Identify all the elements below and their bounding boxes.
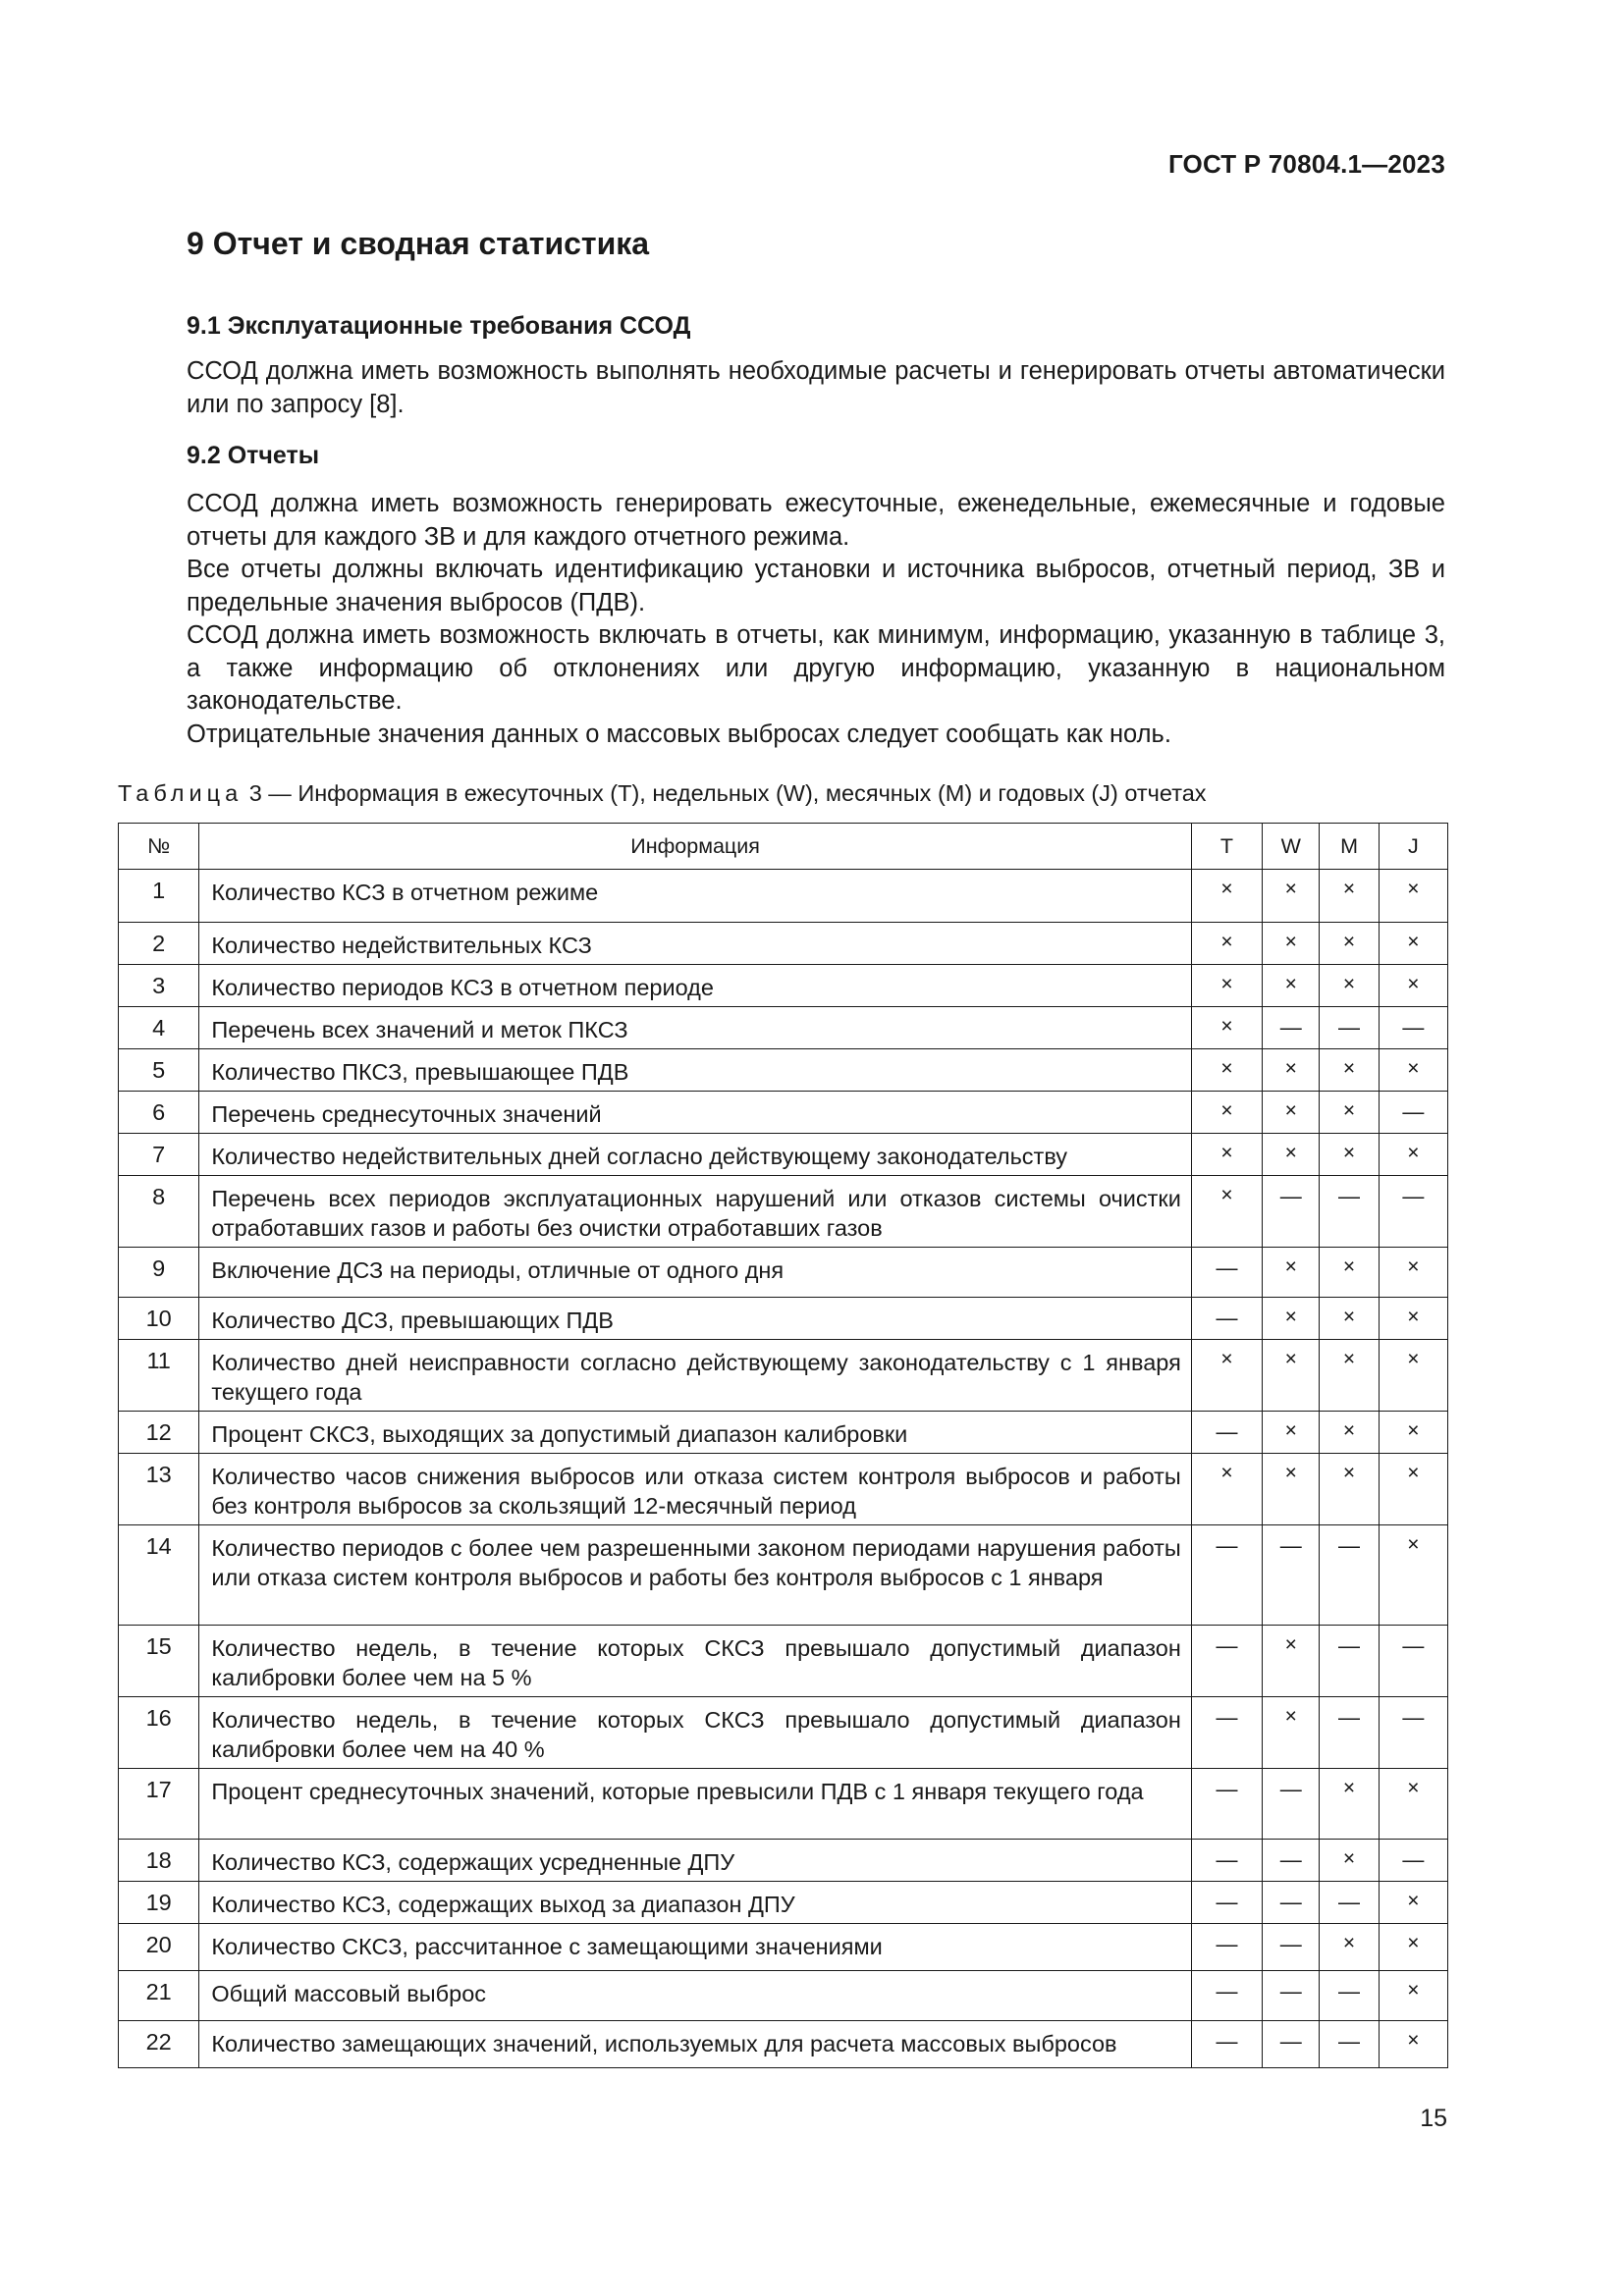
- paragraph-9-2-3: ССОД должна иметь возможность включать в отчеты, как минимум, информацию, указанную в таблице 3, а также информацию об отклонениях или другую информацию, указанную в национальном законодательстве.: [187, 621, 1445, 715]
- page-number: 15: [1420, 2105, 1447, 2132]
- row-mark-m: ×: [1320, 1340, 1379, 1412]
- row-mark-j: ×: [1379, 1971, 1447, 2021]
- row-number: 14: [119, 1525, 199, 1626]
- row-info: Перечень всех значений и меток ПКСЗ: [199, 1007, 1191, 1049]
- row-number: 3: [119, 965, 199, 1007]
- row-mark-t: ×: [1191, 1454, 1262, 1525]
- subsection-title-9-2: 9.2 Отчеты: [187, 442, 320, 469]
- row-mark-w: ×: [1263, 1454, 1320, 1525]
- table-caption-text: 3 — Информация в ежесуточных (T), недельных (W), месячных (M) и годовых (J) отчетах: [248, 780, 1207, 806]
- row-mark-m: —: [1320, 1007, 1379, 1049]
- table-row: [119, 1049, 1448, 1092]
- table-row: [119, 1412, 1448, 1454]
- table-row: [119, 1882, 1448, 1924]
- row-info: Количество ПКСЗ, превышающее ПДВ: [199, 1049, 1191, 1092]
- row-mark-w: ×: [1263, 965, 1320, 1007]
- row-mark-m: ×: [1320, 1840, 1379, 1882]
- row-mark-w: —: [1263, 1971, 1320, 2021]
- table-row: [119, 1840, 1448, 1882]
- row-mark-t: ×: [1191, 1134, 1262, 1176]
- row-mark-t: ×: [1191, 1049, 1262, 1092]
- document-code: ГОСТ Р 70804.1—2023: [1167, 149, 1445, 179]
- row-mark-t: ×: [1191, 923, 1262, 965]
- table-row: [119, 1454, 1448, 1525]
- table-row: [119, 870, 1448, 923]
- row-mark-w: —: [1263, 1924, 1320, 1971]
- row-number: 1: [119, 870, 199, 923]
- table-row: [119, 1092, 1448, 1134]
- row-mark-m: ×: [1320, 1134, 1379, 1176]
- row-mark-j: ×: [1379, 1412, 1447, 1454]
- row-mark-j: —: [1379, 1626, 1447, 1697]
- row-mark-t: —: [1191, 1248, 1262, 1298]
- row-mark-j: ×: [1379, 1248, 1447, 1298]
- row-mark-j: ×: [1379, 1134, 1447, 1176]
- row-mark-t: —: [1191, 1882, 1262, 1924]
- row-mark-t: —: [1191, 1924, 1262, 1971]
- row-mark-j: ×: [1379, 1769, 1447, 1840]
- table-row: [119, 1176, 1448, 1248]
- header-m: M: [1320, 824, 1379, 870]
- row-mark-w: —: [1263, 1840, 1320, 1882]
- row-mark-m: ×: [1320, 1412, 1379, 1454]
- row-mark-j: ×: [1379, 1298, 1447, 1340]
- row-mark-m: ×: [1320, 1298, 1379, 1340]
- row-number: 12: [119, 1412, 199, 1454]
- row-info: Количество дней неисправности согласно действующему законодательству с 1 января текущего года: [199, 1340, 1191, 1412]
- row-mark-m: ×: [1320, 1924, 1379, 1971]
- row-mark-t: —: [1191, 1298, 1262, 1340]
- table-row: [119, 1626, 1448, 1697]
- row-mark-w: —: [1263, 1882, 1320, 1924]
- row-info: Количество недействительных КСЗ: [199, 923, 1191, 965]
- info-table: [118, 823, 1448, 2068]
- table-row: [119, 1248, 1448, 1298]
- row-mark-j: ×: [1379, 1525, 1447, 1626]
- row-mark-m: ×: [1320, 870, 1379, 923]
- row-info: Количество периодов КСЗ в отчетном периоде: [199, 965, 1191, 1007]
- table-row: [119, 1971, 1448, 2021]
- row-mark-m: ×: [1320, 1092, 1379, 1134]
- paragraph-9-2-2: Все отчеты должны включать идентификацию установки и источника выбросов, отчетный период, ЗВ и предельные значения выбросов (ПДВ).: [187, 556, 1445, 616]
- row-mark-j: ×: [1379, 2021, 1447, 2068]
- row-mark-j: ×: [1379, 1454, 1447, 1525]
- row-mark-w: —: [1263, 2021, 1320, 2068]
- paragraph-9-1: [187, 355, 1445, 421]
- row-mark-m: —: [1320, 1697, 1379, 1769]
- row-info: Количество КСЗ в отчетном режиме: [199, 870, 1191, 923]
- table-row: [119, 965, 1448, 1007]
- row-info: Количество недель, в течение которых СКСЗ превышало допустимый диапазон калибровки более чем на 40 %: [199, 1697, 1191, 1769]
- row-number: 10: [119, 1298, 199, 1340]
- row-number: 20: [119, 1924, 199, 1971]
- row-mark-j: ×: [1379, 1049, 1447, 1092]
- row-mark-w: ×: [1263, 1248, 1320, 1298]
- row-mark-t: ×: [1191, 1092, 1262, 1134]
- paragraph-9-2-1: ССОД должна иметь возможность генерировать ежесуточные, еженедельные, ежемесячные и годовые отчеты для каждого ЗВ и для каждого отчетного режима.: [187, 490, 1445, 551]
- row-mark-t: —: [1191, 1412, 1262, 1454]
- row-mark-w: ×: [1263, 1340, 1320, 1412]
- row-info: Процент СКСЗ, выходящих за допустимый диапазон калибровки: [199, 1412, 1191, 1454]
- row-info: Перечень среднесуточных значений: [199, 1092, 1191, 1134]
- row-info: Процент среднесуточных значений, которые превысили ПДВ с 1 января текущего года: [199, 1769, 1191, 1840]
- section-title: 9 Отчет и сводная статистика: [187, 226, 650, 261]
- row-mark-w: ×: [1263, 1092, 1320, 1134]
- row-info: Общий массовый выброс: [199, 1971, 1191, 2021]
- row-mark-m: —: [1320, 1971, 1379, 2021]
- table-row: [119, 1007, 1448, 1049]
- row-mark-w: —: [1263, 1525, 1320, 1626]
- paragraph-9-2-4: Отрицательные значения данных о массовых выбросах следует сообщать как ноль.: [187, 721, 1171, 748]
- row-number: 18: [119, 1840, 199, 1882]
- row-number: 8: [119, 1176, 199, 1248]
- row-info: Количество КСЗ, содержащих усредненные ДПУ: [199, 1840, 1191, 1882]
- row-mark-w: —: [1263, 1176, 1320, 1248]
- row-mark-w: ×: [1263, 1626, 1320, 1697]
- table-caption: [118, 780, 1207, 807]
- header-info: Информация: [199, 824, 1191, 870]
- header-w: W: [1263, 824, 1320, 870]
- row-mark-j: —: [1379, 1840, 1447, 1882]
- row-mark-t: —: [1191, 1697, 1262, 1769]
- row-info: Количество замещающих значений, используемых для расчета массовых выбросов: [199, 2021, 1191, 2068]
- row-mark-t: ×: [1191, 965, 1262, 1007]
- row-number: 19: [119, 1882, 199, 1924]
- row-mark-j: ×: [1379, 965, 1447, 1007]
- table-row: [119, 1769, 1448, 1840]
- table-row: [119, 1298, 1448, 1340]
- header-num: №: [119, 824, 199, 870]
- table-row: [119, 1134, 1448, 1176]
- row-info: Перечень всех периодов эксплуатационных нарушений или отказов системы очистки отработавших газов и работы без очистки отработавших газов: [199, 1176, 1191, 1248]
- row-mark-m: ×: [1320, 1248, 1379, 1298]
- header-j: J: [1379, 824, 1447, 870]
- row-info: Количество часов снижения выбросов или отказа систем контроля выбросов и работы без контроля выбросов за скользящий 12-месячный период: [199, 1454, 1191, 1525]
- row-number: 6: [119, 1092, 199, 1134]
- table-row: [119, 1525, 1448, 1626]
- row-number: 9: [119, 1248, 199, 1298]
- row-mark-j: ×: [1379, 1924, 1447, 1971]
- row-mark-j: —: [1379, 1697, 1447, 1769]
- row-mark-m: ×: [1320, 965, 1379, 1007]
- row-info: Количество ДСЗ, превышающих ПДВ: [199, 1298, 1191, 1340]
- row-number: 16: [119, 1697, 199, 1769]
- row-info: Количество СКСЗ, рассчитанное с замещающими значениями: [199, 1924, 1191, 1971]
- row-mark-m: —: [1320, 1626, 1379, 1697]
- row-mark-m: —: [1320, 1525, 1379, 1626]
- row-mark-t: —: [1191, 1626, 1262, 1697]
- header-t: T: [1191, 824, 1262, 870]
- row-number: 13: [119, 1454, 199, 1525]
- table-row: [119, 2021, 1448, 2068]
- row-mark-m: ×: [1320, 1454, 1379, 1525]
- row-mark-t: —: [1191, 1525, 1262, 1626]
- row-mark-j: ×: [1379, 1340, 1447, 1412]
- row-mark-j: ×: [1379, 870, 1447, 923]
- row-mark-j: ×: [1379, 1882, 1447, 1924]
- row-mark-w: —: [1263, 1769, 1320, 1840]
- table-row: [119, 1340, 1448, 1412]
- row-info: Количество недель, в течение которых СКСЗ превышало допустимый диапазон калибровки более чем на 5 %: [199, 1626, 1191, 1697]
- row-mark-j: ×: [1379, 923, 1447, 965]
- table-row: [119, 1924, 1448, 1971]
- row-mark-t: ×: [1191, 870, 1262, 923]
- row-mark-m: —: [1320, 1176, 1379, 1248]
- table-row: [119, 923, 1448, 965]
- row-mark-w: ×: [1263, 1412, 1320, 1454]
- row-mark-t: ×: [1191, 1007, 1262, 1049]
- row-mark-m: ×: [1320, 1049, 1379, 1092]
- row-mark-j: —: [1379, 1176, 1447, 1248]
- row-number: 5: [119, 1049, 199, 1092]
- row-mark-t: —: [1191, 1971, 1262, 2021]
- row-mark-t: —: [1191, 2021, 1262, 2068]
- row-number: 11: [119, 1340, 199, 1412]
- table-header-row: [119, 824, 1448, 870]
- row-info: Количество периодов с более чем разрешенными законом периодами нарушения работы или отказа систем контроля выбросов и работы без контроля выбросов с 1 января: [199, 1525, 1191, 1626]
- row-number: 2: [119, 923, 199, 965]
- row-mark-w: ×: [1263, 870, 1320, 923]
- row-mark-t: —: [1191, 1840, 1262, 1882]
- row-mark-t: —: [1191, 1769, 1262, 1840]
- table-caption-label: Таблица: [118, 780, 244, 806]
- row-number: 4: [119, 1007, 199, 1049]
- subsection-title-9-1: 9.1 Эксплуатационные требования ССОД: [187, 312, 691, 340]
- row-number: 15: [119, 1626, 199, 1697]
- row-mark-m: ×: [1320, 1769, 1379, 1840]
- row-number: 22: [119, 2021, 199, 2068]
- table-body: [119, 870, 1448, 2068]
- row-mark-m: ×: [1320, 923, 1379, 965]
- row-mark-w: ×: [1263, 1298, 1320, 1340]
- row-info: Количество КСЗ, содержащих выход за диапазон ДПУ: [199, 1882, 1191, 1924]
- row-info: Включение ДСЗ на периоды, отличные от одного дня: [199, 1248, 1191, 1298]
- row-mark-w: ×: [1263, 1697, 1320, 1769]
- row-mark-m: —: [1320, 1882, 1379, 1924]
- row-mark-t: ×: [1191, 1340, 1262, 1412]
- row-mark-w: ×: [1263, 1134, 1320, 1176]
- row-mark-j: —: [1379, 1007, 1447, 1049]
- paragraph-9-1-text: ССОД должна иметь возможность выполнять необходимые расчеты и генерировать отчеты автоматически или по запросу [8].: [187, 357, 1445, 418]
- row-number: 7: [119, 1134, 199, 1176]
- table-row: [119, 1697, 1448, 1769]
- row-mark-w: ×: [1263, 923, 1320, 965]
- row-mark-w: —: [1263, 1007, 1320, 1049]
- row-mark-j: —: [1379, 1092, 1447, 1134]
- row-info: Количество недействительных дней согласно действующему законодательству: [199, 1134, 1191, 1176]
- row-mark-t: ×: [1191, 1176, 1262, 1248]
- row-mark-w: ×: [1263, 1049, 1320, 1092]
- row-mark-m: —: [1320, 2021, 1379, 2068]
- row-number: 17: [119, 1769, 199, 1840]
- row-number: 21: [119, 1971, 199, 2021]
